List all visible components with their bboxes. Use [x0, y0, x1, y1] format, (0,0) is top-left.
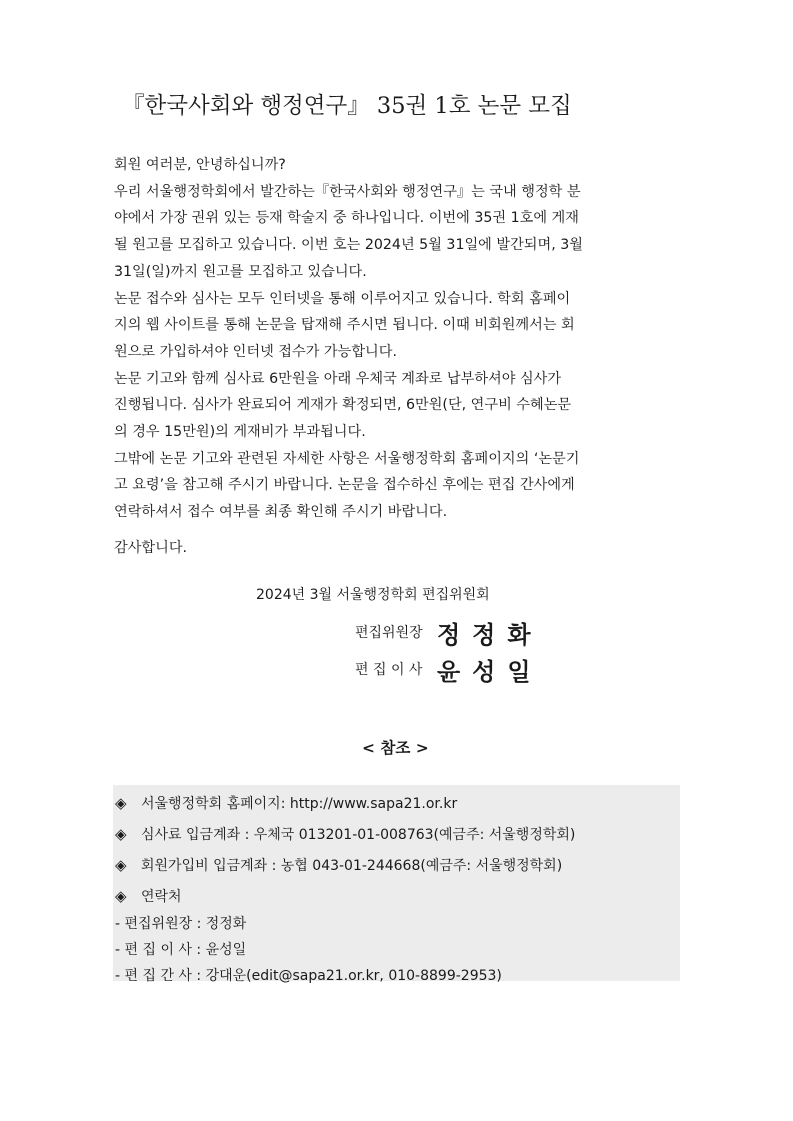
reference-item-review-fee-account: [113, 818, 680, 849]
reference-item-membership-account: [113, 849, 680, 880]
contact-editorial-director: - 편 집 이 사 : 윤성일: [115, 942, 247, 958]
contact-editor-in-chief: - 편집위원장 : 정정화: [115, 916, 247, 932]
signature-role: 편집위원장: [355, 625, 423, 641]
body-line: 될 원고를 모집하고 있습니다. 이번 호는 2024년 5월 31일에 발간되며, 3월: [114, 237, 583, 254]
body-line: 진행됩니다. 심사가 완료되어 게재가 확정되면, 6만원(단, 연구비 수혜논문: [114, 397, 572, 414]
body-line: 연락하셔서 접수 여부를 최종 확인해 주시기 바랍니다.: [114, 504, 448, 521]
body-line: 의 경우 15만원)의 게재비가 부과됩니다.: [114, 424, 366, 441]
signature-name: 정정화: [437, 619, 543, 649]
body-line: 고 요령’을 참고해 주시기 바랍니다. 논문을 접수하신 후에는 편집 간사에게: [114, 477, 575, 494]
body-line: 원으로 가입하셔야 인터넷 접수가 가능합니다.: [114, 343, 397, 360]
fee-paragraph: [114, 366, 678, 446]
reference-item-text: 연락처: [141, 888, 182, 905]
body-line: 그밖에 논문 기고와 관련된 자세한 사항은 서울행정학회 홈페이지의 ‘논문기: [114, 450, 580, 467]
diamond-bullet-icon: ◈: [115, 855, 127, 874]
signature-editorial-director: [355, 653, 543, 685]
diamond-bullet-icon: ◈: [115, 793, 127, 812]
dateline: 2024년 3월 서울행정학회 편집위원회: [256, 587, 490, 603]
intro-paragraph: [114, 179, 678, 286]
signature-name: 윤성일: [437, 656, 543, 686]
reference-box: [113, 785, 680, 984]
diamond-bullet-icon: ◈: [115, 886, 127, 905]
guideline-paragraph: [114, 446, 678, 526]
body-line: 31일(일)까지 원고를 모집하고 있습니다.: [114, 263, 367, 280]
reference-item-text: 심사료 입금계좌 : 우체국 013201-01-008763(예금주: 서울행정학회): [141, 826, 576, 843]
diamond-bullet-icon: ◈: [115, 824, 127, 843]
body-line: 논문 기고와 함께 심사료 6만원을 아래 우체국 계좌로 납부하셔야 심사가: [114, 370, 562, 387]
reference-heading: < 참조 >: [362, 739, 429, 757]
body-line: 우리 서울행정학회에서 발간하는『한국사회와 행정연구』는 국내 행정학 분: [114, 183, 581, 200]
body-line: 야에서 가장 권위 있는 등재 학술지 중 하나입니다. 이번에 35권 1호에 게재: [114, 210, 579, 227]
body-text: [114, 152, 678, 526]
closing-thanks: 감사합니다.: [114, 540, 188, 556]
signature-editor-in-chief: [355, 616, 543, 648]
reference-item-text: 회원가입비 입금계좌 : 농협 043-01-244668(예금주: 서울행정학회): [141, 857, 563, 874]
contact-editorial-secretary: - 편 집 간 사 : 강대운(edit@sapa21.or.kr, 010-8899-2953): [115, 968, 502, 984]
body-line: 논문 접수와 심사는 모두 인터넷을 통해 이루어지고 있습니다. 학회 홈페이: [114, 290, 571, 307]
document-title: 『한국사회와 행정연구』 35권 1호 논문 모집: [122, 93, 572, 119]
reference-item-contacts: [113, 880, 680, 911]
submission-paragraph: [114, 286, 678, 366]
reference-item-homepage: [113, 787, 680, 818]
body-line: 지의 웹 사이트를 통해 논문을 탑재해 주시면 됩니다. 이때 비회원께서는 회: [114, 317, 575, 334]
body-line: 회원 여러분, 안녕하십니까?: [114, 157, 286, 173]
reference-item-text: 서울행정학회 홈페이지: http://www.sapa21.or.kr: [141, 795, 458, 812]
greeting-paragraph: [114, 152, 678, 179]
signature-role: 편 집 이 사: [355, 662, 423, 678]
